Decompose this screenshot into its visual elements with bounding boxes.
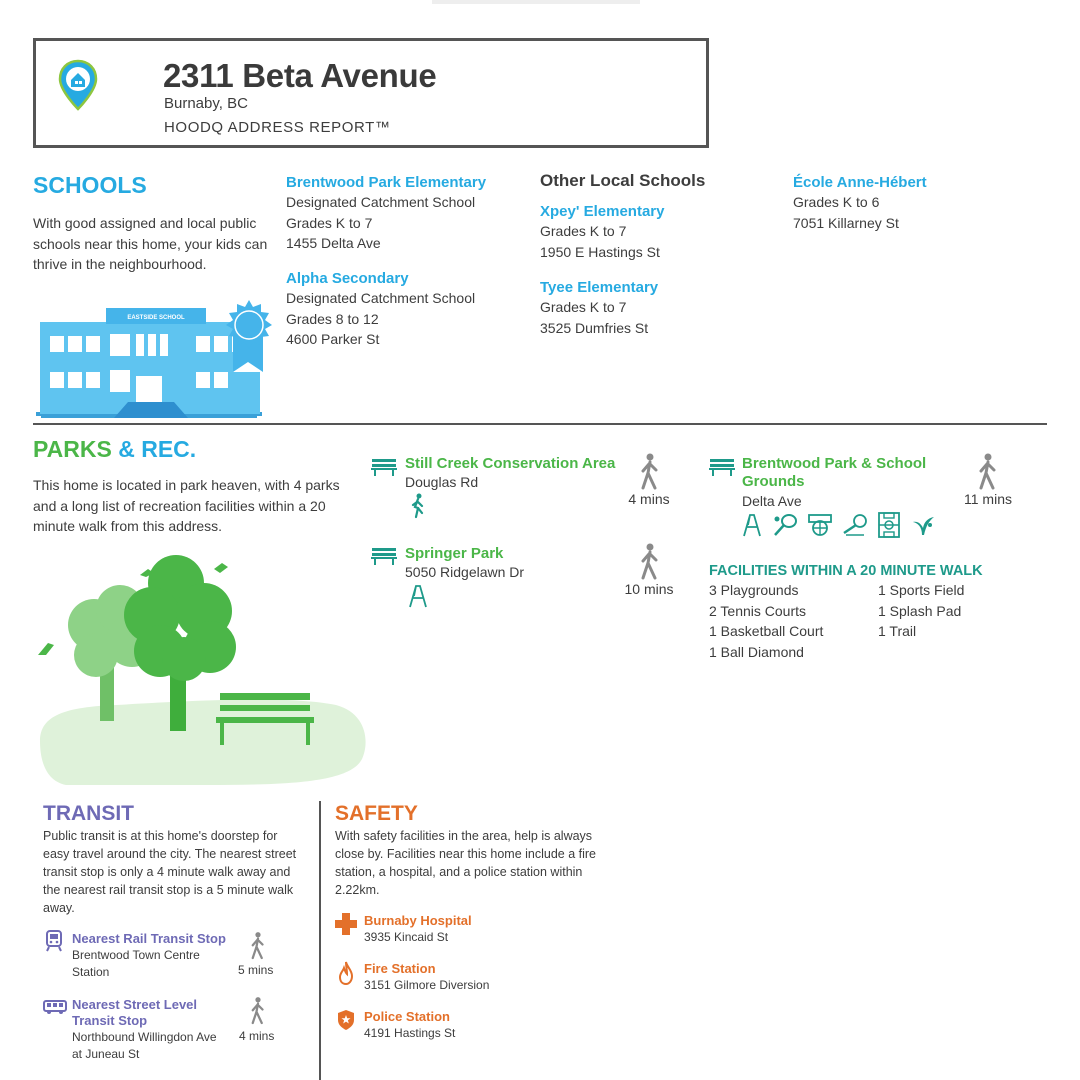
facilities-list-right xyxy=(878,580,964,642)
facility-item: 2 Tennis Courts xyxy=(709,602,807,619)
house-pin-icon xyxy=(58,59,98,111)
school-grades: Grades K to 7 xyxy=(540,299,627,315)
safety-item-hospital xyxy=(364,913,472,946)
facility-item: 1 Ball Diamond xyxy=(709,643,804,660)
police-badge-icon xyxy=(337,1009,355,1031)
facilities-heading: FACILITIES WITHIN A 20 MINUTE WALK xyxy=(709,563,983,579)
walking-person-icon xyxy=(638,543,662,581)
park-illustration xyxy=(36,555,370,787)
playground-icon xyxy=(408,584,428,608)
parks-description: This home is located in park heaven, with 4 parks and a long list of recreation facilities within a 20 minute walk from this address. xyxy=(33,477,340,534)
parks-heading: PARKS & REC. xyxy=(33,436,197,462)
walk-time: 4 mins xyxy=(239,1029,275,1043)
walking-person-icon xyxy=(249,996,267,1026)
fire-station-name[interactable]: Fire Station xyxy=(364,961,436,976)
hospital-name[interactable]: Burnaby Hospital xyxy=(364,913,472,928)
assigned-school-1 xyxy=(286,173,486,254)
facility-item: 1 Splash Pad xyxy=(878,602,962,619)
school-grades: Grades 8 to 12 xyxy=(286,310,379,327)
facility-item: 1 Basketball Court xyxy=(709,623,824,639)
transit-heading: TRANSIT xyxy=(43,802,134,825)
park-address: Douglas Rd xyxy=(405,474,479,490)
fire-station-address: 3151 Gilmore Diversion xyxy=(364,978,490,992)
other-school-2 xyxy=(540,278,658,338)
transit-safety-divider xyxy=(319,801,321,1080)
school-grades: Grades K to 7 xyxy=(286,214,373,231)
school-address: 4600 Parker St xyxy=(286,331,380,347)
facility-item: 1 Trail xyxy=(878,623,917,639)
street-stop-line-2: at Juneau St xyxy=(72,1047,140,1061)
other-school-3 xyxy=(793,173,927,233)
walking-person-icon xyxy=(976,453,1000,491)
rail-stop-line-1: Brentwood Town Centre xyxy=(72,948,200,962)
other-schools-heading: Other Local Schools xyxy=(540,171,706,190)
facility-item: 3 Playgrounds xyxy=(709,582,799,598)
hospital-address: 3935 Kincaid St xyxy=(364,930,449,944)
hospital-cross-icon xyxy=(335,913,357,935)
school-address: 1455 Delta Ave xyxy=(286,235,381,251)
facility-icons-row xyxy=(742,511,936,539)
address-header xyxy=(33,38,709,148)
ball-diamond-icon xyxy=(842,513,868,537)
school-name[interactable]: Tyee Elementary xyxy=(540,279,659,296)
city-label: Burnaby, BC xyxy=(164,95,248,112)
basketball-icon xyxy=(808,513,832,537)
park-name-still-creek[interactable]: Still Creek Conservation Area xyxy=(405,455,616,472)
schools-description: With good assigned and local public schools near this home, your kids can thrive in the neighbourhood. xyxy=(33,215,268,272)
school-name[interactable]: École Anne-Hébert xyxy=(793,174,927,191)
school-address: 3525 Dumfries St xyxy=(540,319,649,336)
bus-icon xyxy=(43,999,67,1015)
street-stop-title[interactable]: Nearest Street Level Transit Stop xyxy=(72,997,198,1028)
walk-time: 5 mins xyxy=(238,963,274,977)
train-icon xyxy=(45,930,63,952)
park-address: Delta Ave xyxy=(742,493,802,509)
walking-person-icon xyxy=(249,931,267,961)
school-name[interactable]: Alpha Secondary xyxy=(286,270,409,287)
safety-description: With safety facilities in the area, help is always close by. Facilities near this home include a fire station, a hospital, and a police station within 2.22km. xyxy=(335,829,596,897)
school-grades: Grades K to 7 xyxy=(540,223,627,239)
park-bench-icon xyxy=(371,458,397,476)
walk-time: 10 mins xyxy=(624,581,674,597)
police-station-address: 4191 Hastings St xyxy=(364,1026,456,1040)
school-address: 1950 E Hastings St xyxy=(540,243,660,260)
address-title: 2311 Beta Avenue xyxy=(163,57,437,94)
facility-item: 1 Sports Field xyxy=(878,582,965,598)
rail-stop-line-2: Station xyxy=(72,965,110,979)
playground-icon xyxy=(742,513,762,537)
sports-field-icon xyxy=(878,512,900,538)
police-station-name[interactable]: Police Station xyxy=(364,1009,450,1024)
walk-time: 11 mins xyxy=(964,491,1012,507)
rail-stop-title[interactable]: Nearest Rail Transit Stop xyxy=(72,931,226,946)
facilities-list-left xyxy=(709,580,823,662)
other-school-1 xyxy=(540,202,664,262)
walk-time: 4 mins xyxy=(628,491,670,507)
school-type: Designated Catchment School xyxy=(286,290,476,306)
schools-heading: SCHOOLS xyxy=(33,172,147,198)
assigned-school-2 xyxy=(286,269,475,350)
safety-item-fire xyxy=(364,961,489,994)
rail-stop xyxy=(72,931,226,981)
transit-description: Public transit is at this home's doorstep for easy travel around the city. The nearest street transit stop is only a 4 minute walk away and the nearest rail transit stop is a 5 minute walk away. xyxy=(43,829,297,915)
walking-person-icon xyxy=(638,453,662,491)
park-address: 5050 Ridgelawn Dr xyxy=(405,564,525,580)
report-label: HOODQ ADDRESS REPORT™ xyxy=(164,119,391,136)
flame-icon xyxy=(338,961,354,985)
safety-item-police xyxy=(364,1009,455,1042)
trail-icon xyxy=(410,493,426,519)
park-name-springer[interactable]: Springer Park xyxy=(405,545,504,562)
top-edge-strip xyxy=(432,0,640,4)
safety-heading: SAFETY xyxy=(335,802,418,825)
school-address: 7051 Killarney St xyxy=(793,214,899,231)
school-grades: Grades K to 6 xyxy=(793,194,880,210)
school-sign: EASTSIDE SCHOOL xyxy=(127,315,185,321)
street-stop xyxy=(72,997,217,1063)
park-bench-icon xyxy=(709,458,735,476)
school-name[interactable]: Xpey' Elementary xyxy=(540,203,665,220)
tennis-icon xyxy=(772,513,798,537)
park-name-brentwood[interactable]: Brentwood Park & School Grounds xyxy=(742,455,927,490)
award-ribbon-icon xyxy=(223,300,275,372)
street-stop-line-1: Northbound Willingdon Ave xyxy=(72,1030,217,1044)
splash-pad-icon xyxy=(910,513,936,537)
school-type: Designated Catchment School xyxy=(286,194,476,210)
school-name[interactable]: Brentwood Park Elementary xyxy=(286,174,487,191)
park-bench-icon xyxy=(371,547,397,565)
section-divider xyxy=(33,423,1047,425)
